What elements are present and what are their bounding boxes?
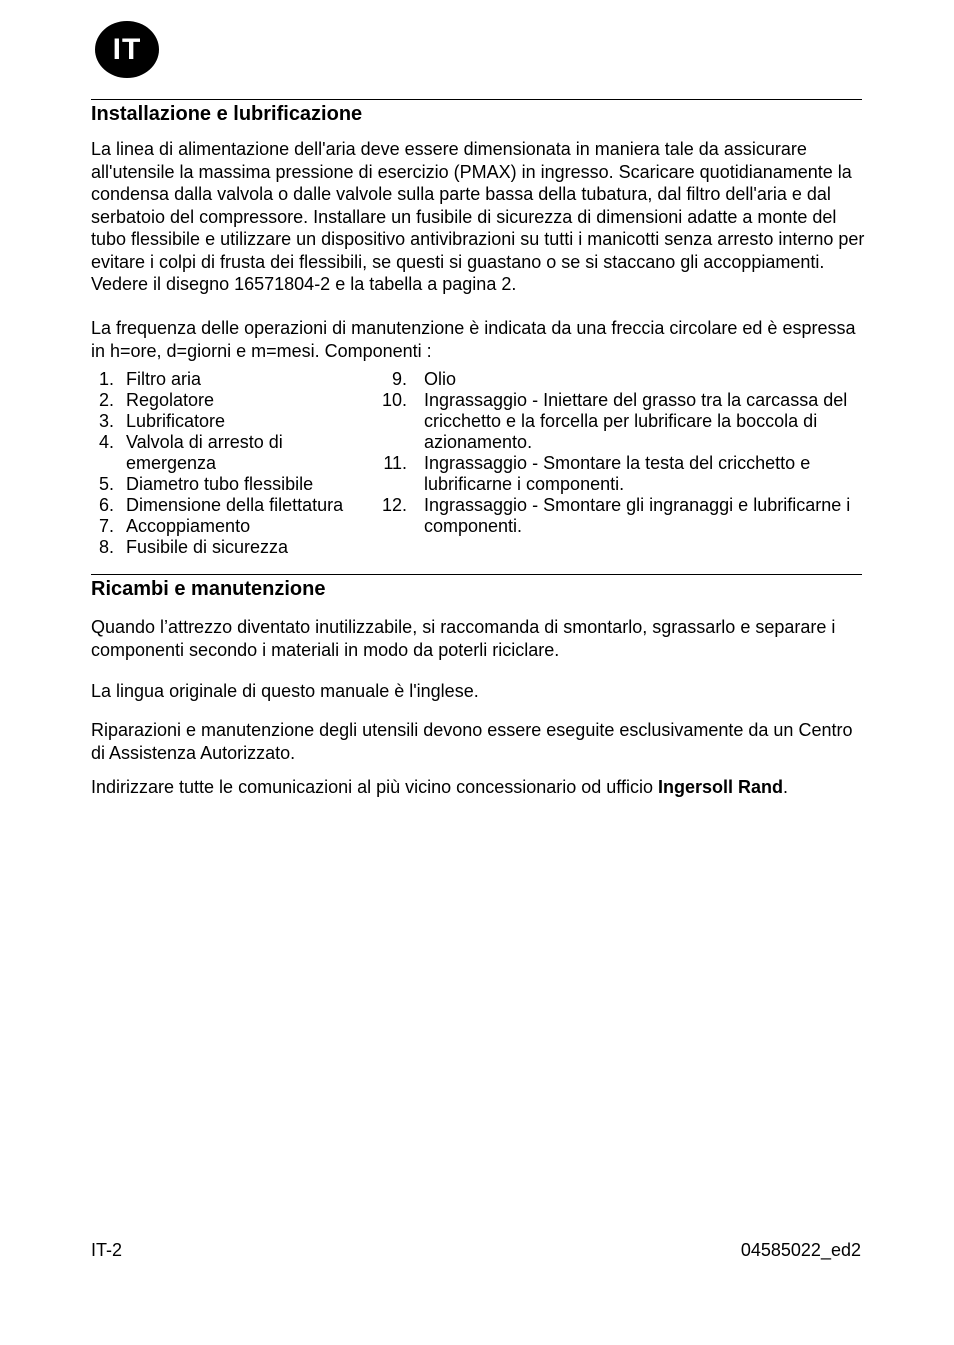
list-item xyxy=(91,390,366,411)
list-item-number: 9. xyxy=(391,369,407,389)
list-item-text: Valvola di arresto di emergenza xyxy=(126,432,283,473)
contact-paragraph xyxy=(91,776,866,799)
list-item-number: 12. xyxy=(381,495,407,515)
list-item-number: 5. xyxy=(98,474,114,494)
document-id: 04585022_ed2 xyxy=(740,1240,861,1260)
disposal-paragraph: Quando l’attrezzo diventato inutilizzabile, si raccomanda di smontarlo, sgrassarlo e separare i componenti secondo i materiali in modo da poterli riciclare. xyxy=(91,617,836,660)
components-list-left xyxy=(91,369,366,558)
list-item xyxy=(372,495,862,537)
section-title-spare-parts: Ricambi e manutenzione xyxy=(91,578,326,600)
brand-name: Ingersoll Rand xyxy=(657,777,783,797)
list-item-text: Diametro tubo flessibile xyxy=(126,474,314,494)
list-item-text: Fusibile di sicurezza xyxy=(126,537,289,557)
list-item-text: Olio xyxy=(424,369,457,389)
list-item-number: 4. xyxy=(98,432,114,452)
list-item-number: 3. xyxy=(98,411,114,431)
list-item-text: Ingrassaggio - Smontare la testa del cricchetto e lubrificarne i componenti. xyxy=(424,453,811,494)
components-list-right xyxy=(372,369,862,537)
list-item xyxy=(372,390,862,453)
installation-paragraph: La linea di alimentazione dell'aria deve essere dimensionata in maniera tale da assicurare all'utensile la massima pressione di esercizio (PMAX) in ingresso. Scaricare quotidianamente la condensa dalla valvola o dalle valvole sulla parte bassa della tubatura, dal filtro dell'aria e dal serbatoio del compressore. Installare un fusibile di sicurezza di dimensioni adatte a monte del tubo flessibile e utilizzare un dispositivo antivibrazioni su tutti i manicotti senza arresto interno per evitare i colpi di frusta dei flessibili, se questi si guastano o se si staccano gli accoppiamenti. Vedere il disegno 16571804-2 e la tabella a pagina 2. xyxy=(91,139,865,294)
list-item xyxy=(91,495,366,516)
list-item-text: Filtro aria xyxy=(126,369,202,389)
list-item-number: 1. xyxy=(98,369,114,389)
original-language-paragraph: La lingua originale di questo manuale è l'inglese. xyxy=(91,681,479,701)
contact-text: Indirizzare tutte le comunicazioni al più vicino concessionario od ufficio xyxy=(91,777,658,797)
list-item-text: Ingrassaggio - Iniettare del grasso tra la carcassa del cricchetto e la forcella per lubrificare la boccola di azionamento. xyxy=(424,390,848,452)
page-number: IT-2 xyxy=(91,1240,123,1260)
contact-suffix: . xyxy=(782,777,788,797)
list-item-number: 8. xyxy=(98,537,114,557)
section-title-installation: Installazione e lubrificazione xyxy=(91,103,363,125)
list-item xyxy=(91,432,366,474)
list-item-number: 11. xyxy=(383,453,407,473)
list-item-text: Dimensione della filettatura xyxy=(126,495,344,515)
list-item xyxy=(91,537,366,558)
list-item-number: 7. xyxy=(98,516,114,536)
repair-paragraph: Riparazioni e manutenzione degli utensili devono essere eseguite esclusivamente da un Centro di Assistenza Autorizzato. xyxy=(91,720,853,763)
language-badge: IT xyxy=(95,21,159,78)
list-item-number: 6. xyxy=(98,495,114,515)
list-item-text: Ingrassaggio - Smontare gli ingranaggi e lubrificarne i componenti. xyxy=(424,495,851,536)
section-divider xyxy=(91,574,862,575)
list-item xyxy=(372,369,862,390)
list-item xyxy=(91,369,366,390)
list-item xyxy=(91,516,366,537)
list-item-text: Lubrificatore xyxy=(126,411,226,431)
list-item xyxy=(91,411,366,432)
maintenance-frequency-paragraph: La frequenza delle operazioni di manutenzione è indicata da una freccia circolare ed è espressa in h=ore, d=giorni e m=mesi. Componenti : xyxy=(91,318,856,361)
list-item-number: 2. xyxy=(98,390,114,410)
section-divider xyxy=(91,99,862,100)
list-item-text: Regolatore xyxy=(126,390,215,410)
list-item xyxy=(91,474,366,495)
list-item-number: 10. xyxy=(381,390,407,410)
list-item-text: Accoppiamento xyxy=(126,516,251,536)
list-item xyxy=(372,453,862,495)
